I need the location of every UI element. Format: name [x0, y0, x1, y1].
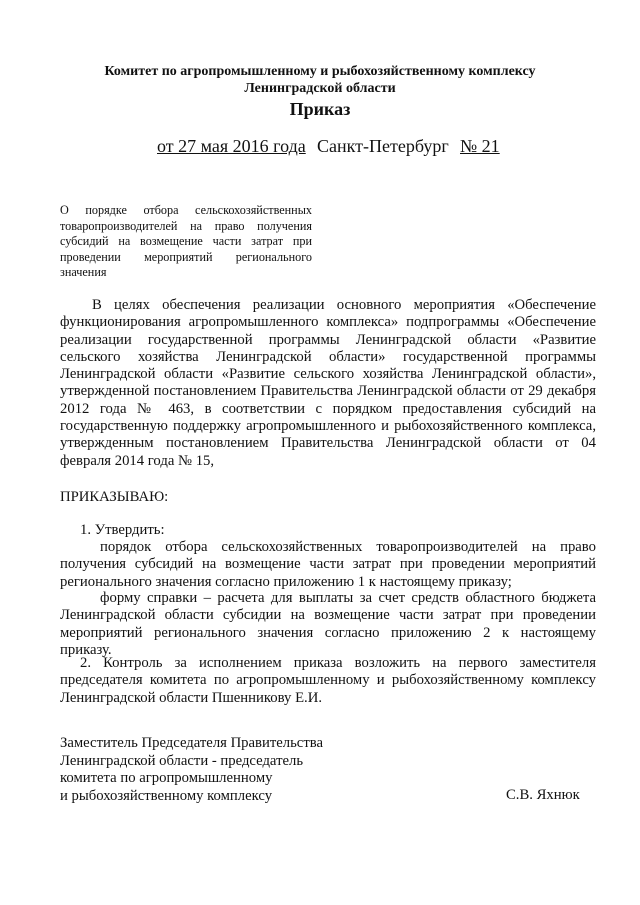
- signatory-line: Заместитель Председателя Правительства: [60, 735, 323, 751]
- item1-title: 1. Утвердить:: [80, 522, 165, 538]
- document-type-title: Приказ: [289, 99, 351, 119]
- item2-paragraph: 2. Контроль за исполнением приказа возложить на первого заместителя председателя комитета по агропромышленному и рыбохозяйственному комплексу Ленинградской области Пшенникову Е.И.: [60, 655, 596, 706]
- preamble-paragraph: В целях обеспечения реализации основного мероприятия «Обеспечение функционирования агропромышленного комплекса» подпрограммы «Обеспечение реализации государственной программы Ленинградской области «Развитие сельского хозяйства Ленинградской области» государственной программы Ленинградской области «Развитие сельского хозяйства Ленинградской области», утвержденной постановлением Правительства Ленинградской области от 29 декабря 2012 года № 463, в соответствии с порядком предоставления субсидий на государственную поддержку агропромышленного и рыбохозяйственного комплекса, утвержденным постановлением Правительства Ленинградской области от 04 февраля 2014 года № 15,: [60, 297, 596, 469]
- order-date: от 27 мая 2016 года: [157, 136, 306, 156]
- item1-paragraph2: форму справки – расчета для выплаты за счет средств областного бюджета Ленинградской области субсидии на возмещение части затрат при проведении мероприятий регионального значения согласно приложению 2 к настоящему приказу.: [60, 590, 596, 658]
- signatory-line: комитета по агропромышленному: [60, 770, 273, 786]
- subject-line: О порядке отбора сельскохозяйственных: [60, 203, 312, 217]
- subject-line: товаропроизводителей на право получения: [60, 218, 312, 233]
- subject-line: субсидий на возмещение части затрат при: [60, 234, 312, 248]
- signatory-line: и рыбохозяйственному комплексу: [60, 787, 273, 804]
- org-name-line1: Комитет по агропромышленному и рыбохозяйственному комплексу: [104, 64, 536, 79]
- order-subject: [60, 203, 312, 281]
- subject-line: значения: [60, 265, 107, 279]
- signatory-position: [60, 735, 323, 805]
- order-city: Санкт-Петербург: [317, 136, 449, 156]
- item1-paragraph1: порядок отбора сельскохозяйственных товаропроизводителей на право получения субсидий на возмещение части затрат при проведении мероприятий регионального значения согласно приложению 1 к настоящему приказу;: [60, 539, 596, 590]
- signatory-line: Ленинградской области - председатель: [60, 752, 304, 769]
- subject-line: проведении мероприятий регионального: [60, 249, 312, 264]
- order-number: № 21: [460, 136, 500, 156]
- order-word: ПРИКАЗЫВАЮ:: [60, 489, 169, 505]
- signatory-name: С.В. Яхнюк: [506, 787, 580, 803]
- org-name-line2: Ленинградской области: [244, 81, 396, 96]
